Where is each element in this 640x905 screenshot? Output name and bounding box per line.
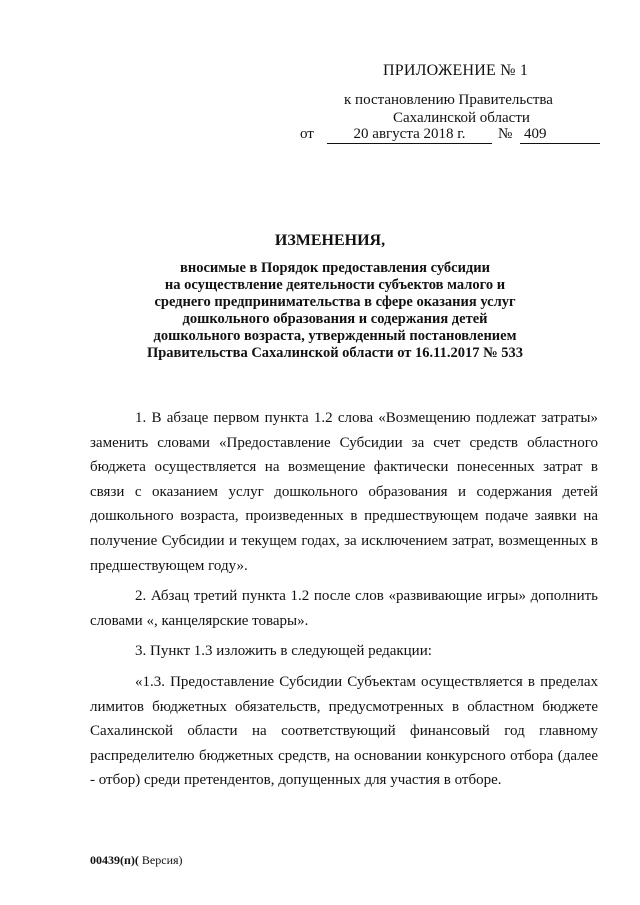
paragraph-4: «1.3. Предоставление Субсидии Субъектам осуществляется в пределах лимитов бюджетных обязательств, предусмотренных в областном бюджете Сахалинской области на соответствующий финансовый год главному распределителю бюджетных средств, на основании конкурсного отбора (далее - отбор) среди претендентов, допущенных для участия в отборе.: [90, 673, 598, 789]
document-body: [90, 406, 598, 793]
subtitle-line: дошкольного возраста, утвержденный постановлением: [153, 328, 517, 344]
decree-date-row: [300, 126, 600, 148]
number-label: №: [498, 126, 513, 142]
decree-reference-line2: Сахалинской области: [393, 110, 530, 126]
subtitle-line: дошкольного образования и содержания детей: [182, 311, 488, 327]
document-title: ИЗМЕНЕНИЯ,: [274, 232, 386, 249]
subtitle-line: вносимые в Порядок предоставления субсидии: [180, 260, 490, 276]
subtitle-line: Правительства Сахалинской области от 16.11.2017 № 533: [146, 345, 524, 361]
appendix-label: ПРИЛОЖЕНИЕ № 1: [383, 62, 529, 79]
paragraph-3: 3. Пункт 1.3 изложить в следующей редакции:: [135, 643, 432, 660]
decree-reference-line1: к постановлению Правительства: [344, 92, 553, 108]
subtitle-line: на осуществление деятельности субъектов малого и: [164, 277, 506, 293]
decree-date: 20 августа 2018 г.: [327, 126, 492, 144]
subtitle-line: среднего предпринимательства в сфере оказания услуг: [154, 294, 516, 310]
paragraph-1: 1. В абзаце первом пункта 1.2 слова «Возмещению подлежат затраты» заменить словами «Предоставление Субсидии за счет средств областного бюджета осуществляется на возмещение фактически понесенных затрат в связи с оказанием услуг дошкольного образования и содержания детей дошкольного возраста, произведенных в предшествующем подаче заявки на получение Субсидии и текущем годах, за исключением затрат, возмещенных в предшествующем году».: [90, 410, 598, 574]
document-subtitle: [130, 260, 540, 362]
decree-number: 409: [520, 126, 600, 144]
footer-version: Версия): [138, 853, 183, 867]
paragraph-2: 2. Абзац третий пункта 1.2 после слов «развивающие игры» дополнить словами «, канцелярские товары».: [90, 588, 598, 629]
from-label: от: [300, 126, 314, 142]
footer-code: [90, 853, 183, 868]
footer-code-text: 00439(п)(: [90, 853, 139, 867]
